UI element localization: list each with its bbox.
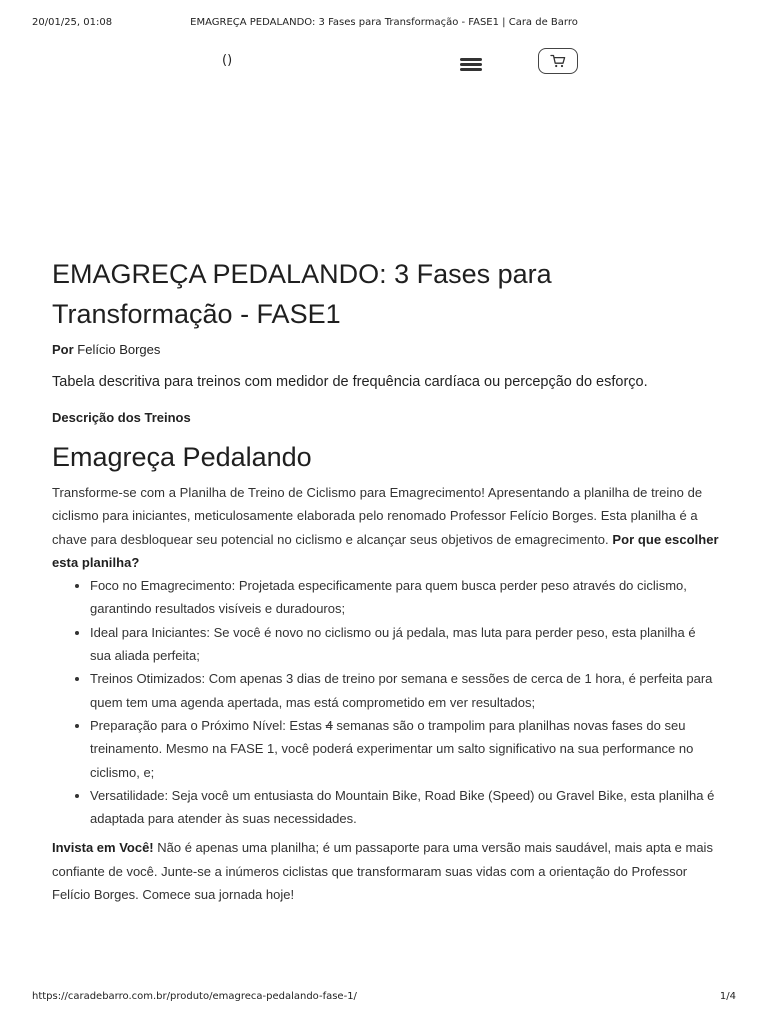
product-title-line1: EMAGREÇA PEDALANDO: 3 Fases para bbox=[52, 259, 552, 289]
list-item: • Foco no Emagrecimento: Projetada especificamente para quem busca perder peso através do ciclismo, garantindo resultados visíveis e duradouros; bbox=[90, 574, 720, 621]
intro-text: Transforme-se com a Planilha de Treino de Ciclismo para Emagrecimento! Apresentando a planilha de treino de ciclismo para iniciantes, meticulosamente elaborada pelo renomado Professor Felício Borges. Esta planilha é a chave para desbloquear seu potencial no ciclismo e alcançar seus objetivos de emagrecimento. bbox=[52, 485, 703, 547]
article-heading: Emagreça Pedalando bbox=[52, 442, 312, 472]
invest-paragraph bbox=[52, 836, 720, 906]
why-label: Por que escolher esta planilha? bbox=[52, 531, 719, 570]
feature-list bbox=[52, 574, 720, 830]
print-url: https://caradebarro.com.br/produto/emagreca-pedalando-fase-1/ bbox=[32, 991, 357, 1002]
description-tab-heading: Descrição dos Treinos bbox=[52, 410, 191, 425]
byline bbox=[52, 342, 720, 357]
feature4-strike: 4 bbox=[325, 717, 333, 733]
cart-count: () bbox=[222, 53, 233, 68]
print-header bbox=[32, 17, 736, 31]
invest-label: Invista em Você! bbox=[52, 840, 154, 856]
cart-button[interactable] bbox=[538, 48, 578, 74]
feature4-after: semanas são o trampolim para planilhas novas fases do seu treinamento. Mesmo na FASE 1, você poderá experimentar um salto significativo na sua performance no ciclismo, e; bbox=[90, 717, 694, 780]
hamburger-menu-icon bbox=[460, 58, 482, 71]
print-footer bbox=[32, 991, 736, 1005]
print-page-number: 1/4 bbox=[719, 991, 736, 1002]
article-intro bbox=[52, 481, 720, 574]
menu-button[interactable] bbox=[460, 56, 482, 74]
product-title-line2: Transformação - FASE1 bbox=[52, 299, 341, 329]
list-item: • Treinos Otimizados: Com apenas 3 dias de treino por semana e sessões de cerca de 1 hora, é perfeita para quem tem uma agenda apertada, mas está comprometido em ver resultados; bbox=[90, 667, 720, 714]
print-page-title: EMAGREÇA PEDALANDO: 3 Fases para Transformação - FASE1 | Cara de Barro bbox=[190, 17, 578, 28]
list-item: • Ideal para Iniciantes: Se você é novo no ciclismo ou já pedala, mas luta para perder peso, esta planilha é sua aliada perfeita; bbox=[90, 621, 720, 668]
short-description: Tabela descritiva para treinos com medidor de frequência cardíaca ou percepção do esforço. bbox=[52, 374, 648, 390]
site-header bbox=[0, 44, 768, 88]
print-date: 20/01/25, 01:08 bbox=[32, 17, 113, 28]
shopping-cart-icon bbox=[550, 54, 566, 68]
byline-label: Por bbox=[52, 342, 74, 357]
invest-text: Não é apenas uma planilha; é um passaporte para uma versão mais saudável, mais apta e mais confiante de você. Junte-se a inúmeros ciclistas que transformaram suas vidas com a orientação do Professor Felício Borges. Comece sua jornada hoje! bbox=[52, 840, 713, 903]
list-item: • Versatilidade: Seja você um entusiasta do Mountain Bike, Road Bike (Speed) ou Gravel Bike, esta planilha é adaptada para atender às suas necessidades. bbox=[90, 784, 720, 831]
author-link[interactable]: Felício Borges bbox=[77, 342, 161, 357]
product-title bbox=[52, 254, 720, 334]
feature4-before: Preparação para o Próximo Nível: Estas bbox=[90, 717, 326, 733]
product-content bbox=[52, 254, 720, 906]
site-logo[interactable] bbox=[56, 52, 216, 80]
list-item bbox=[90, 714, 720, 784]
